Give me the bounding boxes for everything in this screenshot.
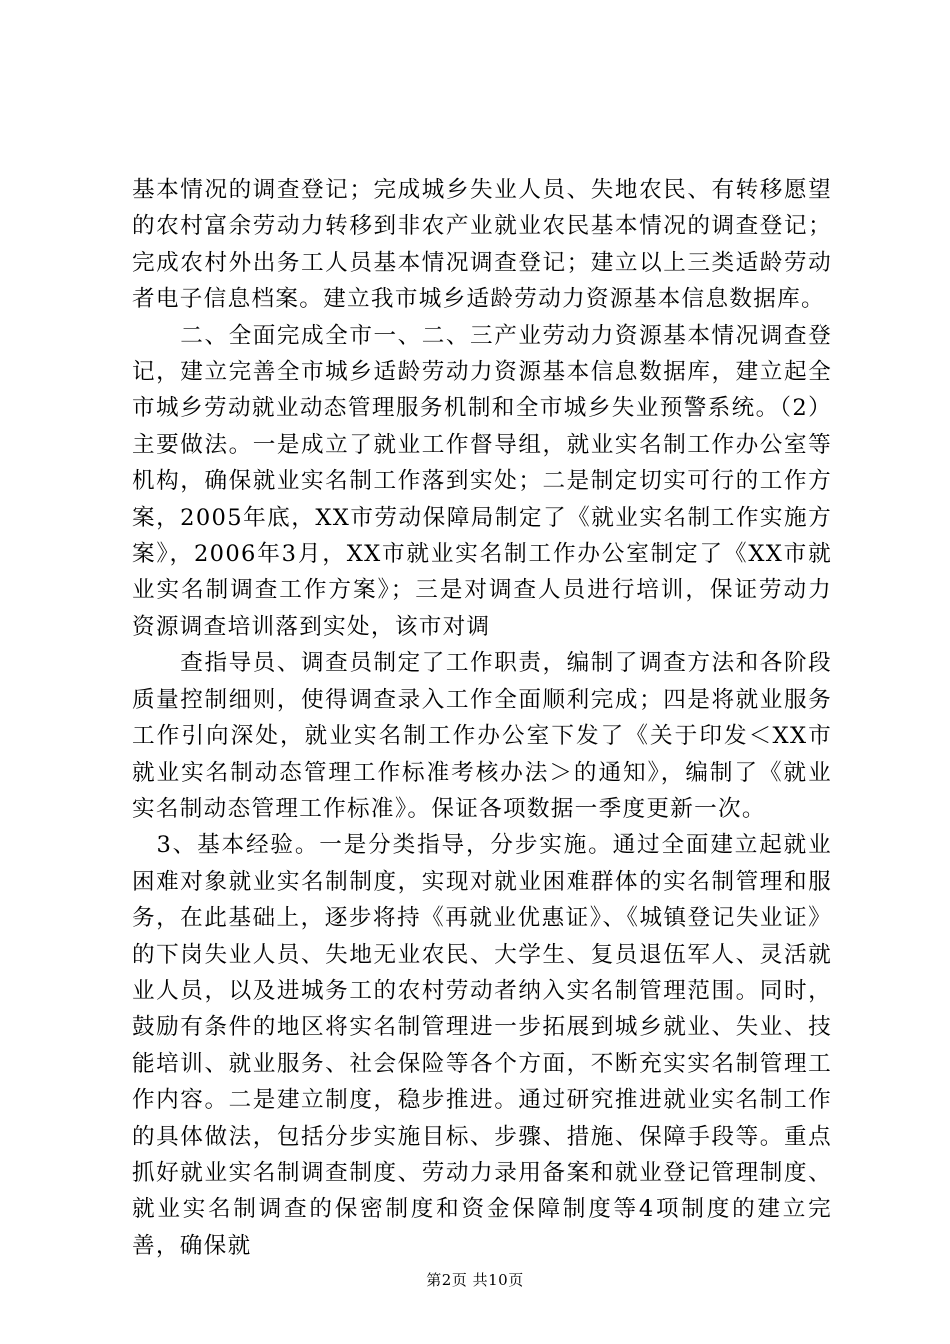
- document-body: [132, 172, 832, 1264]
- paragraph-3: 查指导员、调查员制定了工作职责，编制了调查方法和各阶段质量控制细则，使得调查录入工作全面顺利完成；四是将就业服务工作引向深处，就业实名制工作办公室下发了《关于印发＜XX市就业实名制动态管理工作标准考核办法＞的通知》，编制了《就业实名制动态管理工作标准》。保证各项数据一季度更新一次。: [132, 650, 832, 822]
- paragraph-2: 二、全面完成全市一、二、三产业劳动力资源基本情况调查登记，建立完善全市城乡适龄劳动力资源基本信息数据库，建立起全市城乡劳动就业动态管理服务机制和全市城乡失业预警系统。（2）主要做法。一是成立了就业工作督导组，就业实名制工作办公室等机构，确保就业实名制工作落到实处；二是制定切实可行的工作方案，2005年底，XX市劳动保障局制定了《就业实名制工作实施方案》，2006年3月，XX市就业实名制工作办公室制定了《XX市就业实名制调查工作方案》；三是对调查人员进行培训，保证劳动力资源调查培训落到实处，该市对调: [132, 322, 832, 640]
- paragraph-1: 基本情况的调查登记；完成城乡失业人员、失地农民、有转移愿望的农村富余劳动力转移到非农产业就业农民基本情况的调查登记；完成农村外出务工人员基本情况调查登记；建立以上三类适龄劳动者电子信息档案。建立我市城乡适龄劳动力资源基本信息数据库。: [132, 177, 832, 313]
- page-number-footer: 第2页 共10页: [426, 1271, 524, 1289]
- paragraph-4: 3、基本经验。一是分类指导，分步实施。通过全面建立起就业困难对象就业实名制制度，实现对就业困难群体的实名制管理和服务，在此基础上，逐步将持《再就业优惠证》、《城镇登记失业证》的下岗失业人员、失地无业农民、大学生、复员退伍军人、灵活就业人员，以及进城务工的农村劳动者纳入实名制管理范围。同时，鼓励有条件的地区将实名制管理进一步拓展到城乡就业、失业、技能培训、就业服务、社会保险等各个方面，不断充实实名制管理工作内容。二是建立制度，稳步推进。通过研究推进就业实名制工作的具体做法，包括分步实施目标、步骤、措施、保障手段等。重点抓好就业实名制调查制度、劳动力录用备案和就业登记管理制度、就业实名制调查的保密制度和资金保障制度等4项制度的建立完善，确保就: [132, 832, 832, 1259]
